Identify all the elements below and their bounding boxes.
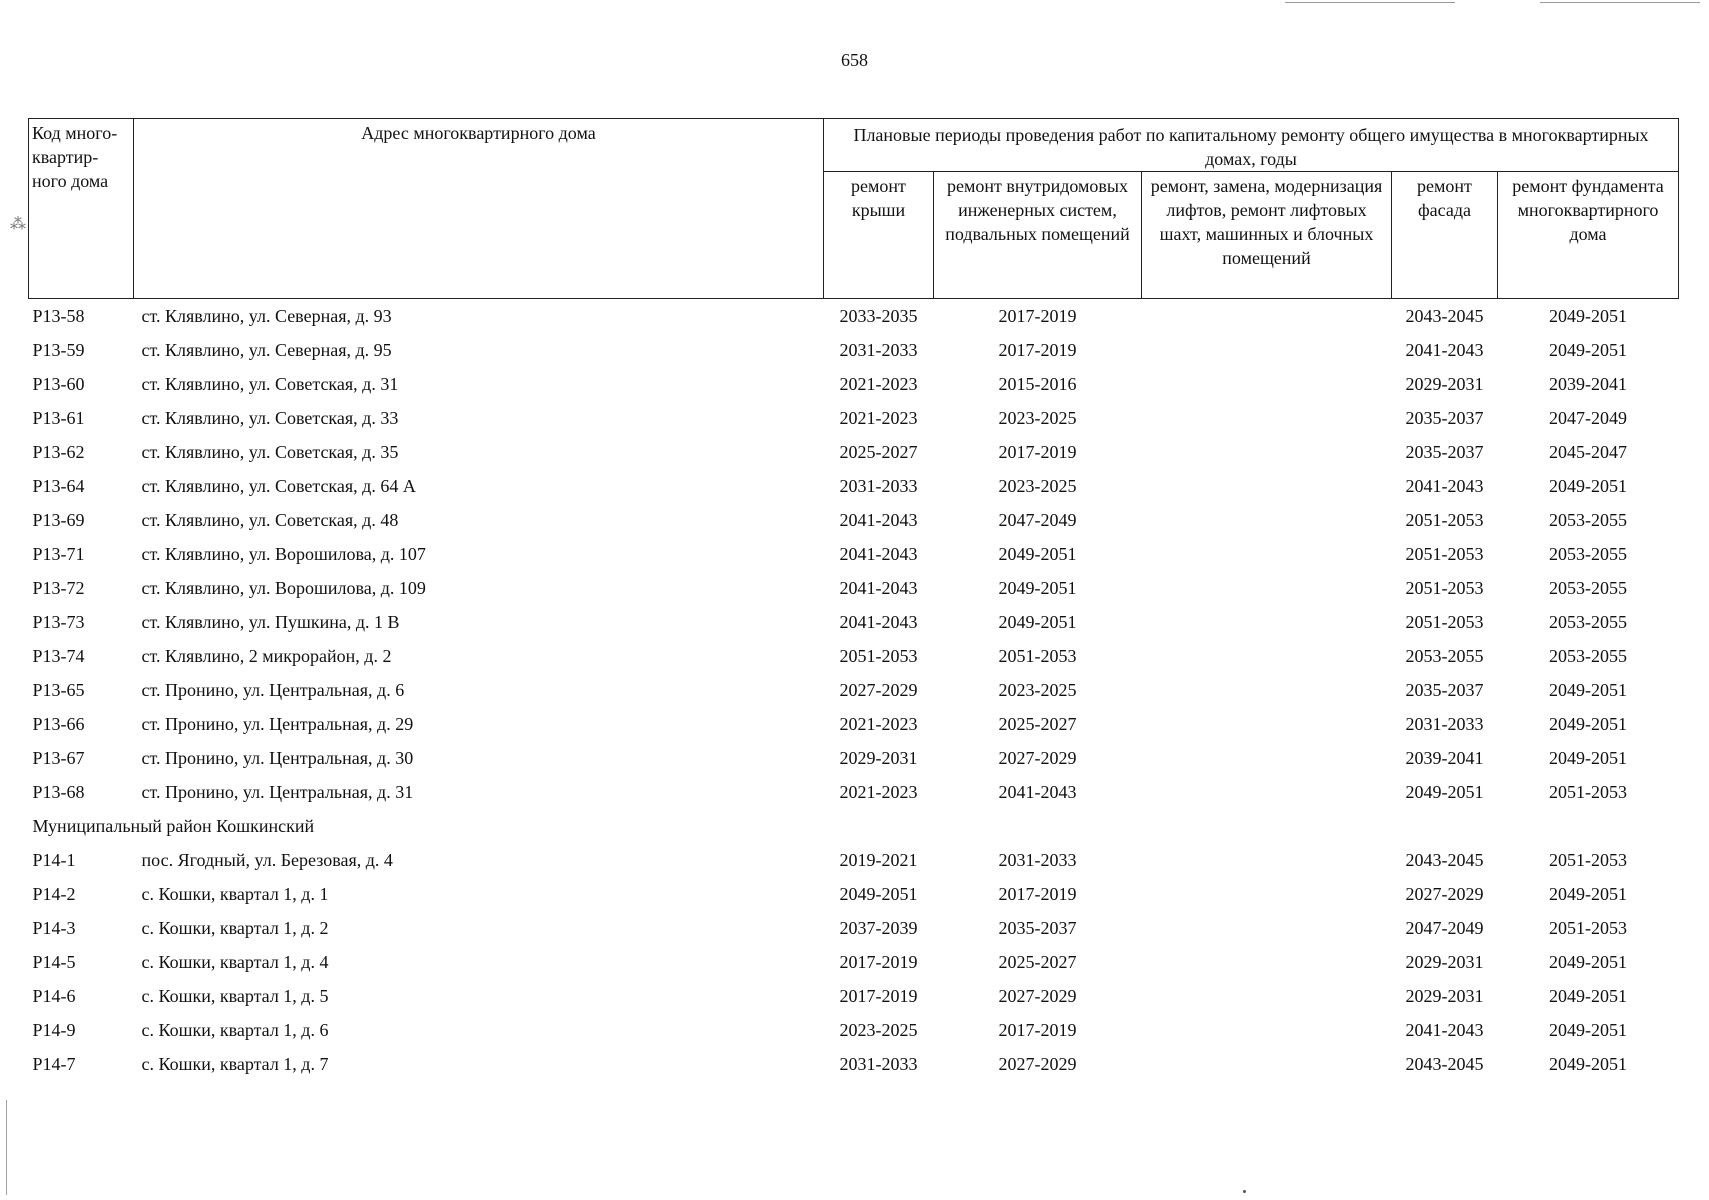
- table-row: [29, 571, 1679, 605]
- cell-facade: 2053-2055: [1405, 646, 1484, 666]
- cell-address: ст. Клявлино, ул. Ворошилова, д. 109: [141, 578, 426, 598]
- table-row: [29, 1047, 1679, 1081]
- cell-address: ст. Пронино, ул. Центральная, д. 29: [141, 714, 414, 734]
- cell-foundation: 2049-2051: [1549, 1054, 1627, 1074]
- cell-code: P13-58: [32, 306, 85, 326]
- cell-foundation: 2045-2047: [1549, 442, 1627, 462]
- cell-roof: 2031-2033: [839, 1054, 918, 1074]
- cell-address: с. Кошки, квартал 1, д. 1: [141, 884, 329, 904]
- cell-lift: [1142, 537, 1392, 571]
- cell-lift: [1142, 401, 1392, 435]
- cell-foundation: 2053-2055: [1549, 544, 1627, 564]
- cell-address: ст. Клявлино, ул. Советская, д. 33: [141, 408, 399, 428]
- cell-facade: 2035-2037: [1405, 442, 1484, 462]
- cell-facade: 2029-2031: [1405, 952, 1484, 972]
- cell-facade: 2051-2053: [1405, 612, 1484, 632]
- table-row: [29, 537, 1679, 571]
- cell-engineering: 2023-2025: [998, 408, 1077, 428]
- cell-roof: 2021-2023: [839, 408, 918, 428]
- cell-address: с. Кошки, квартал 1, д. 5: [141, 986, 329, 1006]
- cell-engineering: 2017-2019: [998, 340, 1077, 360]
- cell-roof: 2021-2023: [839, 714, 918, 734]
- cell-lift: [1142, 299, 1392, 334]
- cell-engineering: 2017-2019: [998, 442, 1077, 462]
- cell-roof: 2021-2023: [839, 374, 918, 394]
- cell-lift: [1142, 979, 1392, 1013]
- capital-repair-table: [28, 118, 1679, 1081]
- table-row: [29, 333, 1679, 367]
- cell-roof: 2025-2027: [839, 442, 918, 462]
- cell-engineering: 2025-2027: [998, 714, 1077, 734]
- header-lift: ремонт, замена, модернизация лифтов, ремонт лифтовых шахт, машинных и блочных помещений: [1142, 172, 1392, 299]
- cell-foundation: 2049-2051: [1549, 714, 1627, 734]
- cell-foundation: 2049-2051: [1549, 476, 1627, 496]
- cell-engineering: 2051-2053: [998, 646, 1077, 666]
- cell-code: P13-73: [32, 612, 85, 632]
- cell-foundation: 2053-2055: [1549, 510, 1627, 530]
- cell-code: P13-69: [32, 510, 85, 530]
- cell-lift: [1142, 367, 1392, 401]
- cell-address: с. Кошки, квартал 1, д. 7: [141, 1054, 329, 1074]
- table-row: [29, 877, 1679, 911]
- scan-artifact-line: [1285, 2, 1455, 3]
- cell-code: P14-5: [32, 952, 76, 972]
- cell-roof: 2031-2033: [839, 476, 918, 496]
- cell-lift: [1142, 469, 1392, 503]
- cell-facade: 2049-2051: [1405, 782, 1484, 802]
- cell-lift: [1142, 877, 1392, 911]
- cell-facade: 2043-2045: [1405, 1054, 1484, 1074]
- header-engineering: ремонт внутридомовых инженерных систем, подвальных помещений: [934, 172, 1142, 299]
- table-row: [29, 843, 1679, 877]
- cell-address: с. Кошки, квартал 1, д. 6: [141, 1020, 329, 1040]
- cell-roof: 2031-2033: [839, 340, 918, 360]
- cell-engineering: 2035-2037: [998, 918, 1077, 938]
- cell-address: ст. Клявлино, ул. Советская, д. 64 А: [141, 476, 416, 496]
- cell-code: P13-62: [32, 442, 85, 462]
- cell-code: P14-2: [32, 884, 76, 904]
- cell-facade: 2027-2029: [1405, 884, 1484, 904]
- cell-code: P13-66: [32, 714, 85, 734]
- cell-facade: 2043-2045: [1405, 850, 1484, 870]
- cell-address: с. Кошки, квартал 1, д. 4: [141, 952, 329, 972]
- cell-roof: 2041-2043: [839, 544, 918, 564]
- cell-facade: 2029-2031: [1405, 986, 1484, 1006]
- scan-artifact-vline: [6, 1100, 7, 1195]
- table-body: [29, 299, 1679, 1082]
- cell-facade: 2051-2053: [1405, 510, 1484, 530]
- cell-roof: 2021-2023: [839, 782, 918, 802]
- cell-roof: 2037-2039: [839, 918, 918, 938]
- cell-foundation: 2049-2051: [1549, 1020, 1627, 1040]
- cell-lift: [1142, 435, 1392, 469]
- cell-facade: 2051-2053: [1405, 578, 1484, 598]
- cell-code: P13-61: [32, 408, 85, 428]
- cell-lift: [1142, 605, 1392, 639]
- cell-address: ст. Клявлино, 2 микрорайон, д. 2: [141, 646, 392, 666]
- cell-lift: [1142, 707, 1392, 741]
- cell-foundation: 2053-2055: [1549, 646, 1627, 666]
- cell-engineering: 2017-2019: [998, 306, 1077, 326]
- cell-facade: 2039-2041: [1405, 748, 1484, 768]
- table-row: [29, 775, 1679, 809]
- cell-code: P13-74: [32, 646, 85, 666]
- cell-roof: 2017-2019: [839, 986, 918, 1006]
- cell-lift: [1142, 775, 1392, 809]
- cell-foundation: 2049-2051: [1549, 952, 1627, 972]
- cell-engineering: 2049-2051: [998, 544, 1077, 564]
- table-row: [29, 911, 1679, 945]
- cell-code: P13-64: [32, 476, 85, 496]
- table-row: [29, 945, 1679, 979]
- header-address: Адрес многоквартирного дома: [134, 119, 824, 299]
- table-row: [29, 367, 1679, 401]
- cell-code: P13-68: [32, 782, 85, 802]
- table-row: [29, 435, 1679, 469]
- cell-code: P14-7: [32, 1054, 76, 1074]
- cell-foundation: 2047-2049: [1549, 408, 1627, 428]
- table-row: [29, 979, 1679, 1013]
- cell-engineering: 2049-2051: [998, 612, 1077, 632]
- table-row: [29, 299, 1679, 334]
- header-planned-periods: Плановые периоды проведения работ по капитальному ремонту общего имущества в многоквартирных домах, годы: [824, 119, 1679, 172]
- cell-address: ст. Клявлино, ул. Советская, д. 48: [141, 510, 399, 530]
- cell-facade: 2035-2037: [1405, 680, 1484, 700]
- cell-code: P14-9: [32, 1020, 76, 1040]
- cell-lift: [1142, 945, 1392, 979]
- cell-lift: [1142, 1013, 1392, 1047]
- cell-address: с. Кошки, квартал 1, д. 2: [141, 918, 329, 938]
- cell-lift: [1142, 843, 1392, 877]
- cell-engineering: 2049-2051: [998, 578, 1077, 598]
- cell-address: ст. Клявлино, ул. Пушкина, д. 1 В: [141, 612, 400, 632]
- table-row: [29, 1013, 1679, 1047]
- cell-address: пос. Ягодный, ул. Березовая, д. 4: [141, 850, 393, 870]
- cell-roof: 2049-2051: [839, 884, 918, 904]
- cell-foundation: 2051-2053: [1549, 782, 1627, 802]
- cell-code: P13-67: [32, 748, 85, 768]
- cell-roof: 2041-2043: [839, 510, 918, 530]
- cell-address: ст. Клявлино, ул. Ворошилова, д. 107: [141, 544, 426, 564]
- cell-lift: [1142, 333, 1392, 367]
- cell-engineering: 2027-2029: [998, 986, 1077, 1006]
- cell-lift: [1142, 911, 1392, 945]
- cell-roof: 2041-2043: [839, 578, 918, 598]
- cell-address: ст. Клявлино, ул. Советская, д. 31: [141, 374, 399, 394]
- cell-engineering: 2027-2029: [998, 1054, 1077, 1074]
- cell-facade: 2047-2049: [1405, 918, 1484, 938]
- cell-foundation: 2049-2051: [1549, 986, 1627, 1006]
- table-row: [29, 639, 1679, 673]
- cell-facade: 2029-2031: [1405, 374, 1484, 394]
- cell-lift: [1142, 571, 1392, 605]
- cell-code: P14-3: [32, 918, 76, 938]
- cell-facade: 2041-2043: [1405, 476, 1484, 496]
- cell-engineering: 2023-2025: [998, 476, 1077, 496]
- cell-foundation: 2049-2051: [1549, 306, 1627, 326]
- section-row: [29, 809, 1679, 843]
- cell-code: P13-60: [32, 374, 85, 394]
- cell-foundation: 2053-2055: [1549, 578, 1627, 598]
- table-row: [29, 503, 1679, 537]
- cell-code: P13-65: [32, 680, 85, 700]
- header-roof: ремонт крыши: [824, 172, 934, 299]
- scan-artifact-smudge: ⁂: [10, 216, 26, 233]
- cell-foundation: 2049-2051: [1549, 340, 1627, 360]
- table-row: [29, 469, 1679, 503]
- cell-roof: 2017-2019: [839, 952, 918, 972]
- cell-engineering: 2047-2049: [998, 510, 1077, 530]
- cell-lift: [1142, 1047, 1392, 1081]
- page-number: 658: [841, 50, 868, 70]
- cell-engineering: 2023-2025: [998, 680, 1077, 700]
- scan-artifact-line: [1540, 2, 1700, 3]
- table-row: [29, 605, 1679, 639]
- scan-artifact-dot: [1243, 1190, 1246, 1193]
- cell-engineering: 2025-2027: [998, 952, 1077, 972]
- cell-lift: [1142, 503, 1392, 537]
- cell-roof: 2027-2029: [839, 680, 918, 700]
- cell-roof: 2033-2035: [839, 306, 918, 326]
- cell-code: P14-6: [32, 986, 76, 1006]
- cell-foundation: 2053-2055: [1549, 612, 1627, 632]
- cell-code: P13-71: [32, 544, 85, 564]
- cell-code: P14-1: [32, 850, 76, 870]
- table-row: [29, 707, 1679, 741]
- cell-lift: [1142, 639, 1392, 673]
- cell-engineering: 2015-2016: [998, 374, 1077, 394]
- cell-foundation: 2051-2053: [1549, 918, 1627, 938]
- cell-lift: [1142, 741, 1392, 775]
- cell-facade: 2043-2045: [1405, 306, 1484, 326]
- cell-facade: 2051-2053: [1405, 544, 1484, 564]
- cell-roof: 2023-2025: [839, 1020, 918, 1040]
- header-facade: ремонт фасада: [1392, 172, 1498, 299]
- cell-code: P13-72: [32, 578, 85, 598]
- header-code: Код много-квартир-ного дома: [29, 119, 134, 299]
- cell-roof: 2029-2031: [839, 748, 918, 768]
- cell-facade: 2041-2043: [1405, 340, 1484, 360]
- table-row: [29, 673, 1679, 707]
- table-row: [29, 741, 1679, 775]
- cell-code: P13-59: [32, 340, 85, 360]
- cell-roof: 2041-2043: [839, 612, 918, 632]
- cell-roof: 2019-2021: [839, 850, 918, 870]
- cell-engineering: 2041-2043: [998, 782, 1077, 802]
- section-title: Муниципальный район Кошкинский: [32, 816, 315, 836]
- table-row: [29, 401, 1679, 435]
- cell-facade: 2031-2033: [1405, 714, 1484, 734]
- cell-lift: [1142, 673, 1392, 707]
- cell-facade: 2035-2037: [1405, 408, 1484, 428]
- cell-foundation: 2049-2051: [1549, 748, 1627, 768]
- cell-engineering: 2017-2019: [998, 884, 1077, 904]
- cell-roof: 2051-2053: [839, 646, 918, 666]
- cell-address: ст. Пронино, ул. Центральная, д. 6: [141, 680, 405, 700]
- cell-engineering: 2031-2033: [998, 850, 1077, 870]
- cell-foundation: 2049-2051: [1549, 680, 1627, 700]
- cell-address: ст. Пронино, ул. Центральная, д. 31: [141, 782, 414, 802]
- header-foundation: ремонт фундамента многоквартирного дома: [1498, 172, 1679, 299]
- cell-foundation: 2049-2051: [1549, 884, 1627, 904]
- cell-foundation: 2051-2053: [1549, 850, 1627, 870]
- cell-address: ст. Пронино, ул. Центральная, д. 30: [141, 748, 414, 768]
- cell-address: ст. Клявлино, ул. Северная, д. 95: [141, 340, 392, 360]
- cell-engineering: 2017-2019: [998, 1020, 1077, 1040]
- cell-engineering: 2027-2029: [998, 748, 1077, 768]
- cell-foundation: 2039-2041: [1549, 374, 1627, 394]
- cell-facade: 2041-2043: [1405, 1020, 1484, 1040]
- cell-address: ст. Клявлино, ул. Северная, д. 93: [141, 306, 392, 326]
- cell-address: ст. Клявлино, ул. Советская, д. 35: [141, 442, 399, 462]
